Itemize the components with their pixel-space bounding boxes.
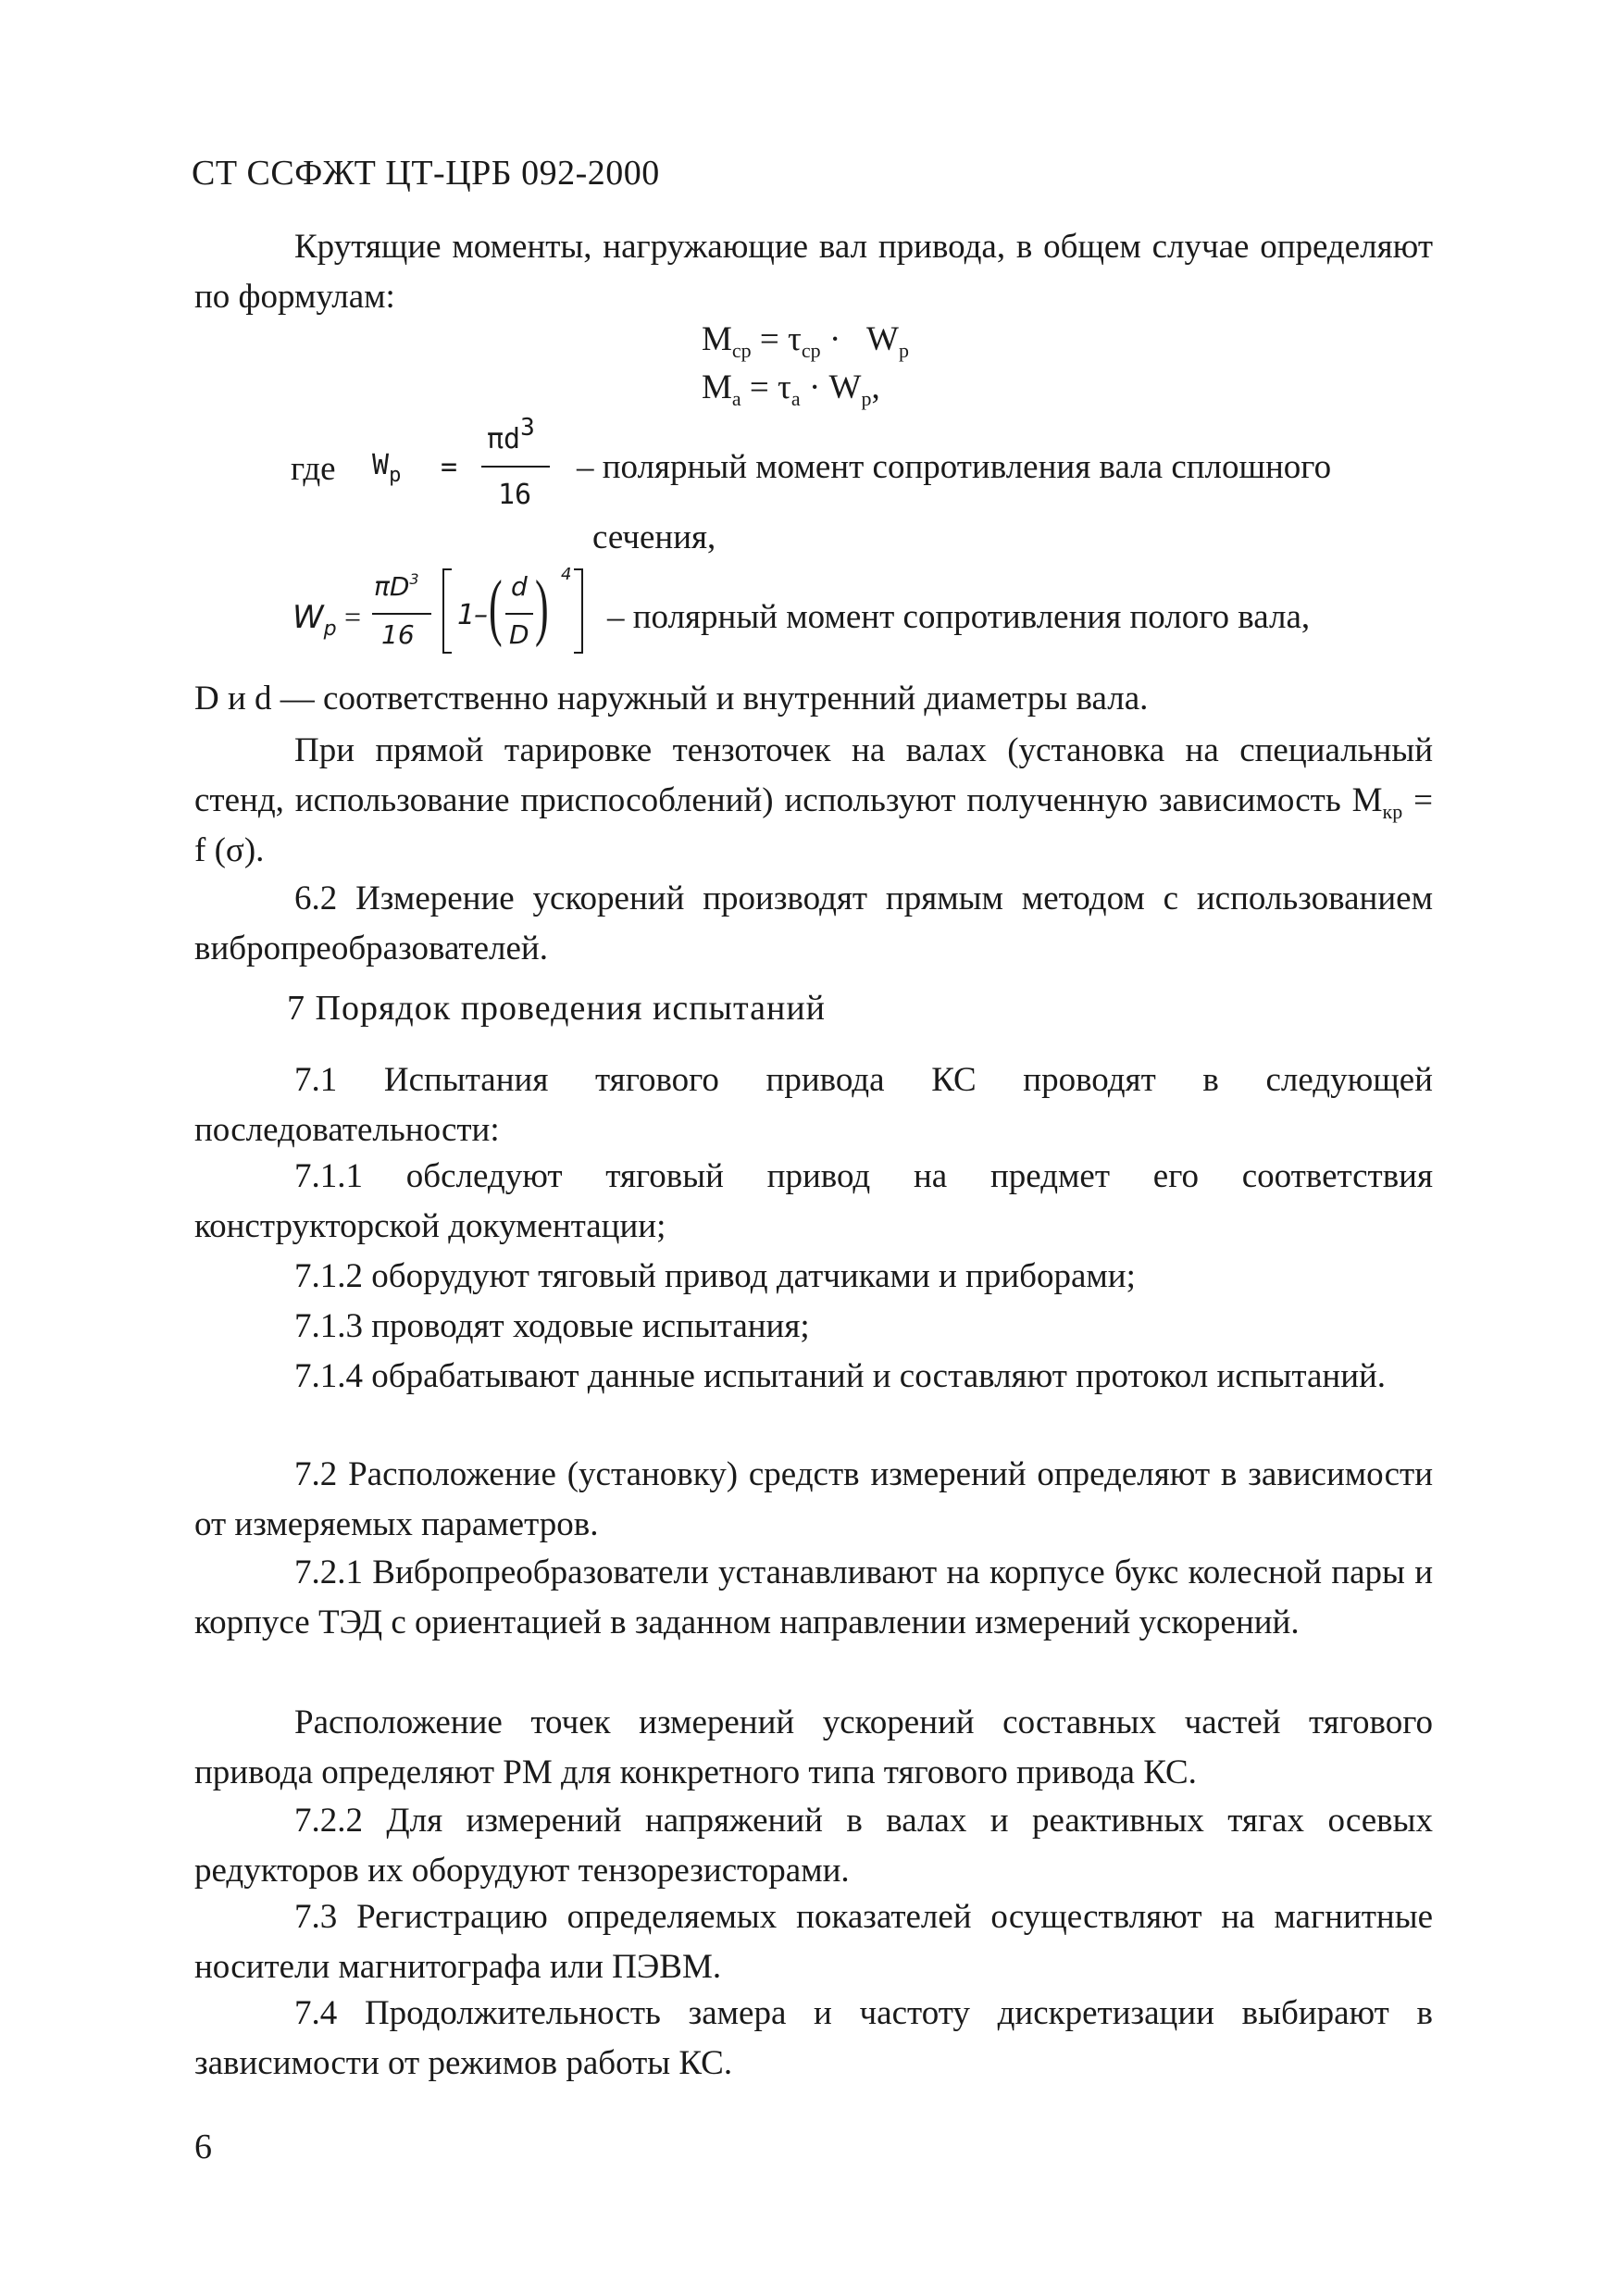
wp-solid-fraction-bar xyxy=(481,466,550,468)
paragraph-7-2-1: 7.2.1 Вибропреобразователи устанавливают на корпусе букс колесной пары и корпусе ТЭД с ориентацией в заданном направлении измерений ускорений. xyxy=(194,1554,1433,1641)
wp-solid-description: – полярный момент сопротивления вала сплошного xyxy=(577,448,1332,486)
wp-hollow-denominator: 16 xyxy=(381,619,415,650)
diameter-definition: D и d — соответственно наружный и внутренний диаметры вала. xyxy=(194,680,1149,718)
wp-hollow-minus: – xyxy=(474,599,488,631)
paragraph-7-1-1: 7.1.1 обследуют тяговый привод на предмет его соответствия конструкторской документации; xyxy=(194,1157,1433,1245)
intro-paragraph: Крутящие моменты, нагружающие вал привода, в общем случае определяют по формулам: xyxy=(194,228,1433,316)
wp-solid-denominator: 16 xyxy=(498,479,532,511)
tarirovka-paragraph: При прямой тарировке тензоточек на валах (установка на специальный стенд, использование приспособлений) используют полученную зависимость $M_{кр} = f$ (σ). xyxy=(194,731,1434,869)
right-square-bracket xyxy=(574,568,583,654)
paragraph-7-2-2: 7.2.2 Для измерений напряжений в валах и реактивных тягах осевых редукторов их оборудуют тензорезисторами. xyxy=(194,1802,1433,1890)
wp-hollow-equals: = xyxy=(344,600,362,633)
paragraph-7-4: 7.4 Продолжительность замера и частоту дискретизации выбирают в зависимости от режимов работы КС. xyxy=(194,1994,1433,2082)
paragraph-6-2: 6.2 Измерение ускорений производят прямым методом с использованием вибропреобразователей. xyxy=(194,880,1433,967)
paragraph-7-1-3: 7.1.3 проводят ходовые испытания; xyxy=(294,1307,810,1345)
wp-hollow-lhs: $W_p$ xyxy=(292,599,337,641)
paragraph-7-3: 7.3 Регистрацию определяемых показателей осуществляют на магнитные носители магнитографа или ПЭВМ. xyxy=(194,1898,1433,1986)
wp-solid-lhs: $W_р$ xyxy=(372,449,402,487)
left-square-bracket xyxy=(442,568,452,654)
wp-hollow-D: D xyxy=(509,619,529,650)
wp-hollow-numerator: $\pi D^3$ xyxy=(374,570,419,602)
right-paren: ) xyxy=(535,567,549,648)
left-paren: ( xyxy=(489,567,503,648)
formula-torque-mean: $M_{ср} = \tau_{ср} \cdot W_р$ xyxy=(702,320,909,362)
wp-solid-equals: = xyxy=(441,451,458,483)
section-7-title: 7 Порядок проведения испытаний xyxy=(287,989,827,1028)
wp-hollow-one: 1 xyxy=(457,599,476,631)
wp-hollow-exponent: 4 xyxy=(561,565,572,584)
page-number: 6 xyxy=(194,2128,212,2166)
document-header: СТ ССФЖТ ЦТ-ЦРБ 092-2000 xyxy=(192,154,660,193)
paragraph-7-1: 7.1 Испытания тягового привода КС проводят в следующей последовательности: xyxy=(194,1061,1433,1149)
wp-hollow-d: d xyxy=(511,571,528,602)
formula-torque-amplitude: $M_а = \tau_а \cdot W_р$, xyxy=(702,368,880,410)
paragraph-7-1-4: 7.1.4 обрабатывают данные испытаний и составляют протокол испытаний. xyxy=(294,1357,1387,1395)
wp-hollow-ratio-bar xyxy=(505,613,533,615)
wp-solid-numerator: $\pi d^3$ xyxy=(487,414,535,455)
where-label: где xyxy=(291,450,336,488)
paragraph-7-1-2: 7.1.2 оборудуют тяговый привод датчиками и приборами; xyxy=(294,1257,1136,1295)
paragraph-7-2-1-measurement-points: Расположение точек измерений ускорений составных частей тягового привода определяют РМ для конкретного типа тягового привода КС. xyxy=(194,1703,1433,1791)
paragraph-7-2: 7.2 Расположение (установку) средств измерений определяют в зависимости от измеряемых параметров. xyxy=(194,1455,1433,1543)
wp-hollow-fraction-bar xyxy=(372,613,431,615)
wp-solid-description-cont: сечения, xyxy=(592,518,716,556)
wp-hollow-description: – полярный момент сопротивления полого вала, xyxy=(607,598,1311,636)
